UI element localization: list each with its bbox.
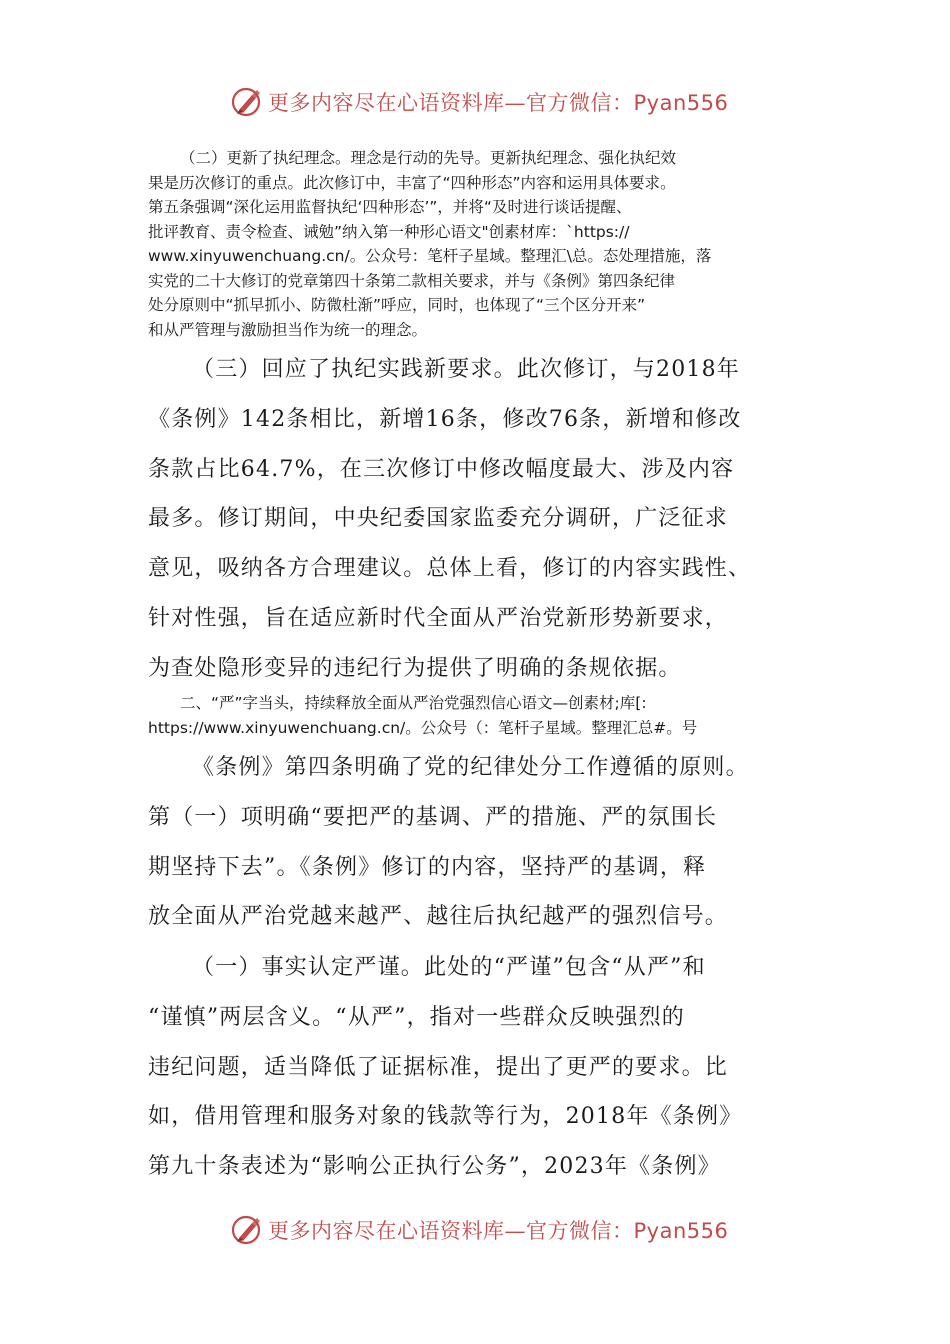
text-line: www.xinyuwenchuang.cn/。公众号：笔杆子星域。整理汇\总。态处理措施，落 bbox=[148, 247, 712, 265]
text-line: 和从严管理与激励担当作为统一的理念。 bbox=[148, 320, 428, 339]
footer-banner bbox=[0, 1210, 950, 1250]
pen-logo-icon bbox=[230, 1213, 264, 1247]
text-line: 第（一）项明确“要把严的基调、严的措施、严的氛围长 bbox=[148, 804, 718, 830]
text-line: 条款占比64.7%，在三次修订中修改幅度最大、涉及内容 bbox=[148, 456, 735, 482]
paragraph-small-2 bbox=[148, 691, 808, 740]
banner-text bbox=[268, 87, 728, 117]
text-line: （一）事实认定严谨。此处的“严谨”包含“从严”和 bbox=[192, 955, 706, 980]
text-line: 为查处隐形变异的违纪行为提供了明确的条规依据。 bbox=[148, 655, 682, 681]
text-line: 《条例》第四条明确了党的纪律处分工作遵循的原则。 bbox=[192, 755, 749, 780]
banner-cn: 更多内容尽在心语资料库—官方微信： bbox=[268, 91, 634, 115]
paragraph-big-3 bbox=[148, 943, 808, 1192]
text-line: 实党的二十大修订的党章第四十条第二款相关要求，并与《条例》第四条纪律 bbox=[148, 271, 676, 290]
text-line: 违纪问题，适当降低了证据标准，提出了更严的要求。比 bbox=[148, 1054, 729, 1080]
text-line: 二、“严”字当头，持续释放全面从严治党强烈信心语文—创素材;库[: bbox=[180, 694, 647, 712]
text-line: 针对性强，旨在适应新时代全面从严治党新形势新要求， bbox=[148, 605, 729, 631]
text-line: （二）更新了执纪理念。理念是行动的先导。更新执纪理念、强化执纪效 bbox=[180, 149, 677, 167]
text-line: 第九十条表述为“影响公正执行公务”，2023年《条例》 bbox=[148, 1154, 721, 1180]
paragraph-big-2 bbox=[148, 743, 808, 942]
text-line: 处分原则中“抓早抓小、防微杜渐”呼应，同时，也体现了“三个区分开来” bbox=[148, 296, 646, 314]
banner-wechat-id: Pyan556 bbox=[633, 91, 729, 115]
banner-text bbox=[268, 1215, 728, 1245]
text-line: 果是历次修订的重点。此次修订中，丰富了“四种形态”内容和运用具体要求。 bbox=[148, 173, 676, 192]
text-line: 《条例》142条相比，新增16条，修改76条，新增和修改 bbox=[148, 406, 742, 432]
text-line: 第五条强调“深化运用监督执纪‘四种形态’”，并将“及时进行谈话提醒、 bbox=[148, 198, 632, 216]
paragraph-big-1 bbox=[148, 345, 808, 694]
text-line: 放全面从严治党越来越严、越往后执纪越严的强烈信号。 bbox=[148, 904, 729, 930]
text-line: 批评教育、责令检查、诫勉”纳入第一种形心语文"创素材库：`https:// bbox=[148, 222, 630, 241]
text-line: “谨慎”两层含义。“从严”，指对一些群众反映强烈的 bbox=[148, 1004, 685, 1030]
text-line: 如，借用管理和服务对象的钱款等行为，2018年《条例》 bbox=[148, 1104, 743, 1130]
text-line: （三）回应了执纪实践新要求。此次修订，与2018年 bbox=[192, 357, 740, 382]
banner-wechat-id: Pyan556 bbox=[633, 1219, 729, 1243]
text-line: 最多。修订期间，中央纪委国家监委充分调研，广泛征求 bbox=[148, 506, 729, 532]
text-line: 期坚持下去”。《条例》修订的内容，坚持严的基调，释 bbox=[148, 854, 707, 880]
banner-cn: 更多内容尽在心语资料库—官方微信： bbox=[268, 1219, 634, 1243]
text-line: https://www.xinyuwenchuang.cn/。公众号（：笔杆子星域。整理汇总#。号 bbox=[148, 718, 698, 737]
header-banner bbox=[0, 82, 950, 122]
pen-logo-icon bbox=[230, 85, 264, 119]
text-line: 意见，吸纳各方合理建议。总体上看，修订的内容实践性、 bbox=[148, 556, 752, 582]
paragraph-small-1 bbox=[148, 146, 808, 342]
